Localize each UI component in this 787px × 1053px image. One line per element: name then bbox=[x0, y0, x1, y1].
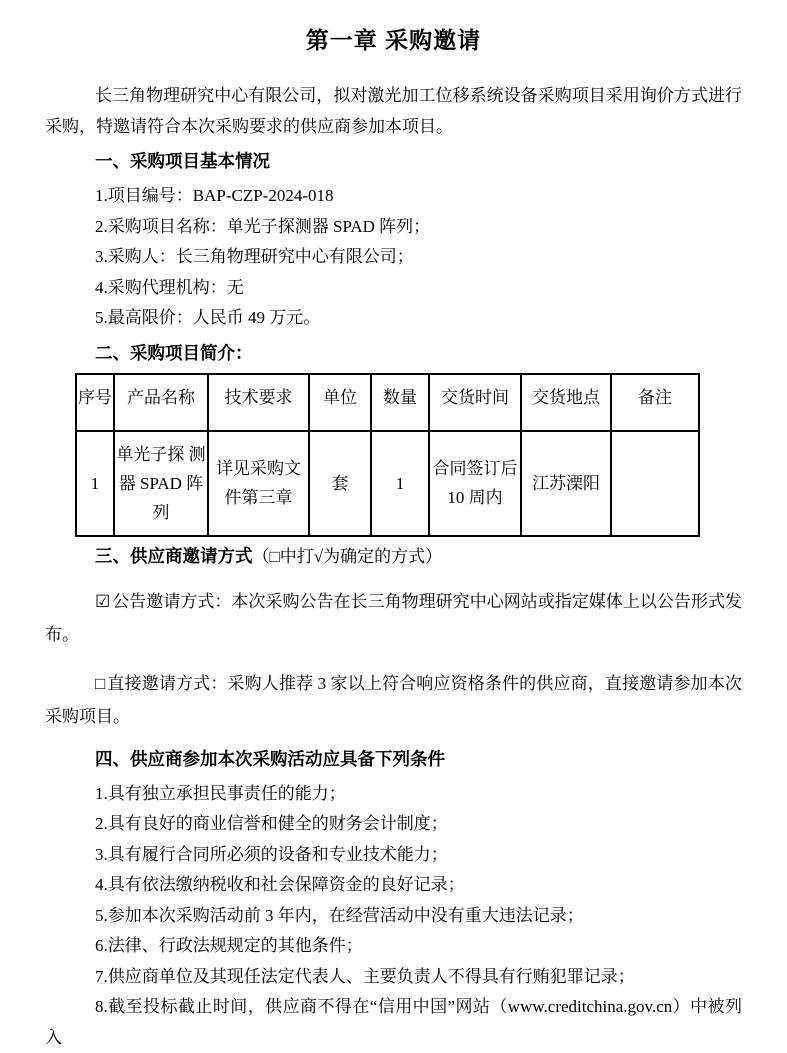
invitation-option-direct bbox=[45, 667, 742, 733]
page-title: 第一章 采购邀请 bbox=[305, 27, 482, 53]
list-item: 3.采购人：长三角物理研究中心有限公司； bbox=[95, 247, 414, 266]
cell-remark bbox=[611, 431, 699, 536]
products-table bbox=[75, 373, 700, 537]
list-item: 2.采购项目名称：单光子探测器 SPAD 阵列； bbox=[95, 216, 431, 236]
section-4-heading: 四、供应商参加本次采购活动应具备下列条件 bbox=[95, 748, 445, 769]
list-item: 5.最高限价：人民币 49 万元。 bbox=[95, 308, 321, 327]
list-item: 7.供应商单位及其现任法定代表人、主要负责人不得具有行贿犯罪记录； bbox=[95, 966, 635, 986]
list-item: 2.具有良好的商业信誉和健全的财务会计制度； bbox=[95, 814, 448, 833]
unchecked-checkbox-icon: □ bbox=[95, 673, 106, 693]
cell-delivery-time: 合同签订后 10 周内 bbox=[429, 431, 521, 536]
option-text: 公告邀请方式：本次采购公告在长三角物理研究中心网站或指定媒体上以公告形式发布。 bbox=[45, 591, 742, 644]
cell-qty: 1 bbox=[371, 431, 429, 536]
list-item: 4.具有依法缴纳税收和社会保障资金的良好记录； bbox=[95, 875, 465, 894]
section-3-heading-note: （□中打√为确定的方式） bbox=[252, 546, 443, 566]
cell-product: 单光子探 测器 SPAD 阵列 bbox=[114, 431, 208, 536]
table-row bbox=[76, 431, 699, 536]
checked-checkbox-icon: ☑ bbox=[95, 591, 111, 611]
col-header-remark: 备注 bbox=[611, 374, 699, 431]
intro-paragraph: 长三角物理研究中心有限公司，拟对激光加工位移系统设备采购项目采用询价方式进行采购，特邀请符合本次采购要求的供应商参加本项目。 bbox=[45, 86, 742, 136]
option-text: 直接邀请方式：采购人推荐 3 家以上符合响应资格条件的供应商，直接邀请参加本次采购项目。 bbox=[45, 673, 742, 726]
cell-unit: 套 bbox=[309, 431, 371, 536]
table-header-row bbox=[76, 374, 699, 431]
list-item: 1.项目编号：BAP-CZP-2024-018 bbox=[95, 186, 334, 205]
col-header-qty: 数量 bbox=[371, 374, 429, 431]
section-3-heading-bold: 三、供应商邀请方式 bbox=[95, 545, 253, 566]
col-header-product: 产品名称 bbox=[114, 374, 208, 431]
col-header-seq: 序号 bbox=[76, 374, 114, 431]
list-item: 5.参加本次采购活动前 3 年内，在经营活动中没有重大违法记录； bbox=[95, 905, 584, 925]
col-header-delivery-place: 交货地点 bbox=[521, 374, 611, 431]
cell-tech: 详见采购文 件第三章 bbox=[208, 431, 309, 536]
list-item: 6.法律、行政法规规定的其他条件； bbox=[95, 936, 363, 955]
list-item: 4.采购代理机构：无 bbox=[95, 277, 244, 297]
cell-seq: 1 bbox=[76, 431, 114, 536]
col-header-tech: 技术要求 bbox=[208, 374, 309, 431]
col-header-unit: 单位 bbox=[309, 374, 371, 431]
section-1-heading: 一、采购项目基本情况 bbox=[95, 151, 270, 171]
section-2-heading: 二、采购项目简介： bbox=[95, 342, 253, 363]
list-item: 3.具有履行合同所必须的设备和专业技术能力； bbox=[95, 844, 448, 864]
col-header-delivery-time: 交货时间 bbox=[429, 374, 521, 431]
invitation-option-announcement bbox=[45, 585, 742, 651]
list-item: 1.具有独立承担民事责任的能力； bbox=[95, 783, 346, 803]
section-3-heading bbox=[45, 544, 742, 569]
cell-delivery-place: 江苏溧阳 bbox=[521, 431, 611, 536]
list-item: 8.截至投标截止时间，供应商不得在“信用中国”网站（www.creditchina.gov.cn）中被列入 bbox=[45, 997, 742, 1047]
